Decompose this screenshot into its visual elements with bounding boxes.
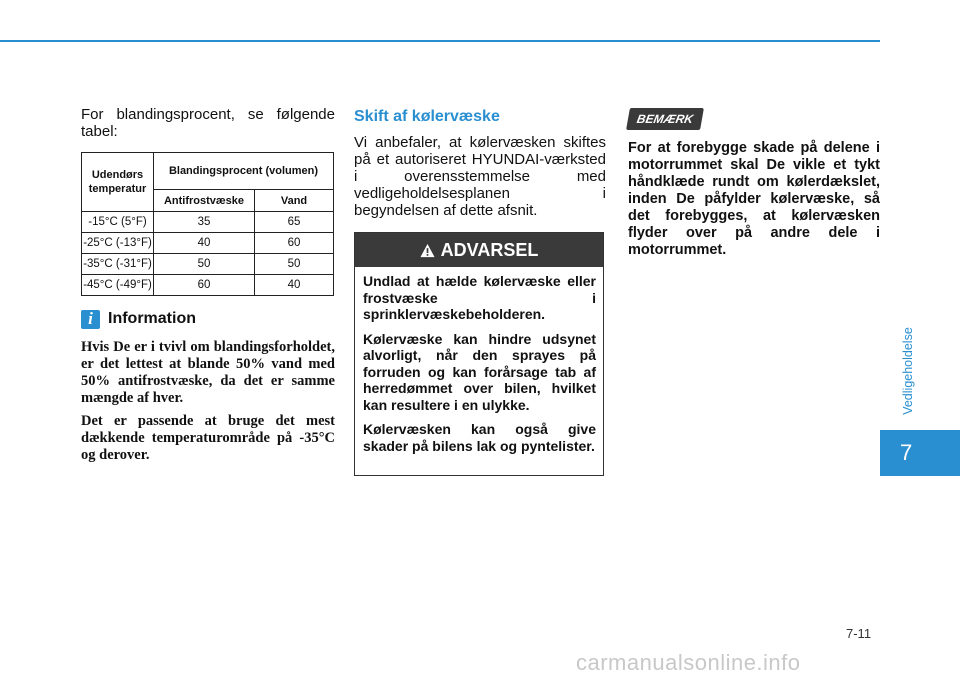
- table-row: [82, 212, 334, 233]
- cell-water: 60: [255, 233, 334, 254]
- warning-body: [355, 267, 603, 454]
- warning-paragraph: Undlad at hælde kølervæske eller frostvæske i sprinklervæskebeholderen.: [363, 273, 596, 322]
- info-icon: i: [81, 310, 100, 329]
- cell-temp: -45°C (-49°F): [82, 275, 154, 296]
- information-title: Information: [108, 310, 196, 327]
- cell-water: 40: [255, 275, 334, 296]
- cell-antifreeze: 40: [154, 233, 255, 254]
- table-row: [82, 233, 334, 254]
- col-water: Vand: [255, 190, 334, 212]
- warning-paragraph: Kølervæske kan hindre udsynet alvorligt, når den sprayes på forruden og kan forårsage tab af herredømmet over bilen, hvilket kan resultere i en ulykke.: [363, 330, 596, 413]
- intro-block: [81, 106, 335, 140]
- cell-temp: -35°C (-31°F): [82, 254, 154, 275]
- warning-paragraph: Kølervæsken kan også give skader på bilens lak og pyntelister.: [363, 421, 596, 454]
- cell-temp: -25°C (-13°F): [82, 233, 154, 254]
- note-block: [628, 108, 880, 259]
- information-paragraph: Hvis De er i tvivl om blandingsforholdet, er det lettest at blande 50% vand med 50% antifrostvæske, da det er samme mængde af hver.: [81, 339, 335, 406]
- mix-table: [81, 152, 334, 296]
- note-text: For at forebygge skade på delene i motorrummet skal De vikle et tykt håndklæde rundt om kølerdækslet, inden De påfylder kølervæske, så det forebygges, at kølervæsken flyder over på andre dele i motorrummet.: [628, 140, 880, 258]
- chapter-side-label-text: Vedligeholdelse: [901, 327, 915, 415]
- intro-text: For blandingsprocent, se følgende tabel:: [81, 106, 335, 140]
- warning-header: [355, 233, 603, 267]
- page-number: 7-11: [846, 626, 872, 641]
- chapter-side-label: [898, 316, 918, 426]
- warning-title: ADVARSEL: [440, 239, 539, 260]
- note-badge: BEMÆRK: [626, 108, 704, 130]
- cell-antifreeze: 35: [154, 212, 255, 233]
- col-antifreeze: Antifrostvæske: [154, 190, 255, 212]
- information-header: [81, 308, 335, 330]
- section-title: Skift af kølervæske: [354, 108, 500, 125]
- table-row: [82, 275, 334, 296]
- header-rule: [0, 40, 880, 42]
- cell-antifreeze: 50: [154, 254, 255, 275]
- col-outdoor-temp: Udendørs temperatur: [82, 153, 154, 212]
- warning-triangle-icon: [420, 243, 435, 258]
- cell-temp: -15°C (5°F): [82, 212, 154, 233]
- cell-water: 65: [255, 212, 334, 233]
- col-mix-percent: Blandingsprocent (volumen): [154, 153, 334, 190]
- warning-box: [354, 232, 604, 476]
- watermark: carmanualsonline.info: [576, 650, 801, 675]
- coolant-change-section: [354, 108, 606, 219]
- cell-water: 50: [255, 254, 334, 275]
- information-box: [81, 308, 335, 464]
- cell-antifreeze: 60: [154, 275, 255, 296]
- table-row: [82, 254, 334, 275]
- chapter-tab: 7: [880, 430, 960, 476]
- section-body: Vi anbefaler, at kølervæsken skiftes på et autoriseret HYUNDAI-værksted i overensstemmelse med vedligeholdelsesplanen i begyndelsen af dette afsnit.: [354, 134, 606, 219]
- information-paragraph: Det er passende at bruge det mest dækkende temperaturområde på -35°C og derover.: [81, 413, 335, 463]
